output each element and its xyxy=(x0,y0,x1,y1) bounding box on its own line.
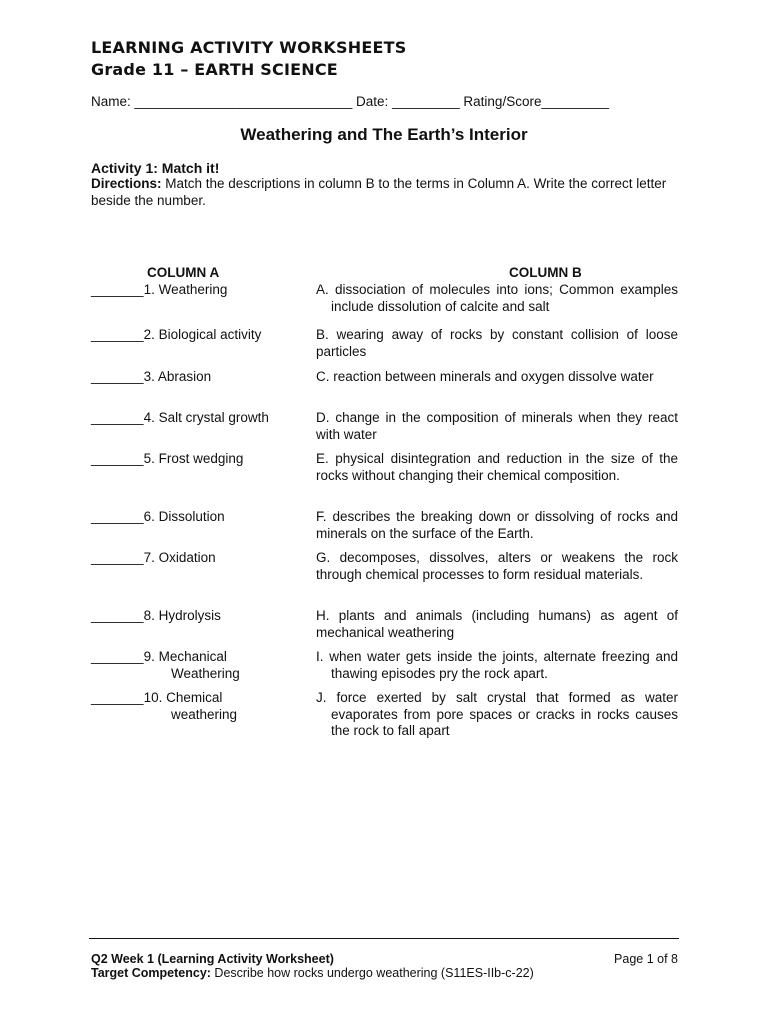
column-a-term xyxy=(91,690,306,723)
term-label: 2. Biological activity xyxy=(143,327,262,342)
term-label: 10. Chemical xyxy=(143,690,223,705)
student-info-line xyxy=(91,94,609,109)
worksheet-series-title: LEARNING ACTIVITY WORKSHEETS xyxy=(91,38,407,57)
term-label: 6. Dissolution xyxy=(143,509,225,524)
column-a-term xyxy=(91,509,306,526)
column-a-term xyxy=(91,327,306,344)
answer-blank[interactable]: _______ xyxy=(91,509,144,524)
directions xyxy=(91,176,681,209)
page-number: Page 1 of 8 xyxy=(614,952,678,966)
column-b-description: B. wearing away of rocks by constant collision of loose particles xyxy=(316,327,678,359)
column-b-description: E. physical disintegration and reduction in the size of the rocks without changing their chemical composition. xyxy=(316,451,678,483)
footer-week-label: Q2 Week 1 (Learning Activity Worksheet) xyxy=(91,952,334,966)
worksheet-title: Weathering and The Earth’s Interior xyxy=(240,125,528,144)
term-label-continued: weathering xyxy=(171,706,238,722)
competency-label: Target Competency: xyxy=(91,966,211,980)
grade-subject-title: Grade 11 – EARTH SCIENCE xyxy=(91,60,338,79)
rating-label: Rating/Score xyxy=(463,94,542,109)
term-label: 8. Hydrolysis xyxy=(143,608,221,623)
name-label: Name: xyxy=(91,94,131,109)
column-b-description: I. when water gets inside the joints, alternate freezing and thawing episodes pry the rock apart. xyxy=(316,649,678,681)
column-b-header: COLUMN B xyxy=(509,265,582,280)
term-label: 3. Abrasion xyxy=(143,369,212,384)
term-label-continued: Weathering xyxy=(171,665,240,681)
answer-blank[interactable]: _______ xyxy=(91,608,144,623)
activity-heading: Activity 1: Match it! xyxy=(91,160,220,176)
column-a-term xyxy=(91,410,306,427)
footer-divider xyxy=(89,938,679,939)
name-blank[interactable]: _____________________________ xyxy=(134,94,353,109)
term-label: 9. Mechanical xyxy=(143,649,227,664)
column-a-term xyxy=(91,608,306,625)
term-label: 1. Weathering xyxy=(143,282,228,297)
date-label: Date: xyxy=(356,94,389,109)
column-b-description: A. dissociation of molecules into ions; Common examples include dissolution of calcite and salt xyxy=(316,282,678,314)
competency-text: Describe how rocks undergo weathering (S11ES-IIb-c-22) xyxy=(210,966,534,980)
answer-blank[interactable]: _______ xyxy=(91,282,144,297)
answer-blank[interactable]: _______ xyxy=(91,369,144,384)
target-competency xyxy=(91,966,534,980)
term-label: 5. Frost wedging xyxy=(143,451,244,466)
column-a-term xyxy=(91,369,306,386)
rating-blank[interactable]: _________ xyxy=(541,94,610,109)
column-b-description: J. force exerted by salt crystal that formed as water evaporates from pore spaces or cracks in rocks causes the rock to fall apart xyxy=(316,690,678,738)
column-a-term xyxy=(91,451,306,468)
answer-blank[interactable]: _______ xyxy=(91,327,144,342)
answer-blank[interactable]: _______ xyxy=(91,451,144,466)
answer-blank[interactable]: _______ xyxy=(91,690,144,705)
column-b-description: G. decomposes, dissolves, alters or weakens the rock through chemical processes to form residual materials. xyxy=(316,550,678,582)
directions-label: Directions: xyxy=(91,176,162,191)
date-blank[interactable]: _________ xyxy=(392,94,460,109)
directions-text: Match the descriptions in column B to the terms in Column A. Write the correct letter beside the number. xyxy=(91,176,667,208)
column-b-description: C. reaction between minerals and oxygen dissolve water xyxy=(316,369,654,384)
column-b-description: H. plants and animals (including humans) as agent of mechanical weathering xyxy=(316,608,678,640)
column-a-header: COLUMN A xyxy=(147,265,220,280)
answer-blank[interactable]: _______ xyxy=(91,410,144,425)
column-a-term xyxy=(91,282,306,299)
answer-blank[interactable]: _______ xyxy=(91,649,144,664)
answer-blank[interactable]: _______ xyxy=(91,550,144,565)
column-a-term xyxy=(91,649,306,682)
term-label: 7. Oxidation xyxy=(143,550,216,565)
column-a-term xyxy=(91,550,306,567)
term-label: 4. Salt crystal growth xyxy=(143,410,269,425)
column-b-description: D. change in the composition of minerals when they react with water xyxy=(316,410,678,442)
column-b-description: F. describes the breaking down or dissolving of rocks and minerals on the surface of the Earth. xyxy=(316,509,678,541)
